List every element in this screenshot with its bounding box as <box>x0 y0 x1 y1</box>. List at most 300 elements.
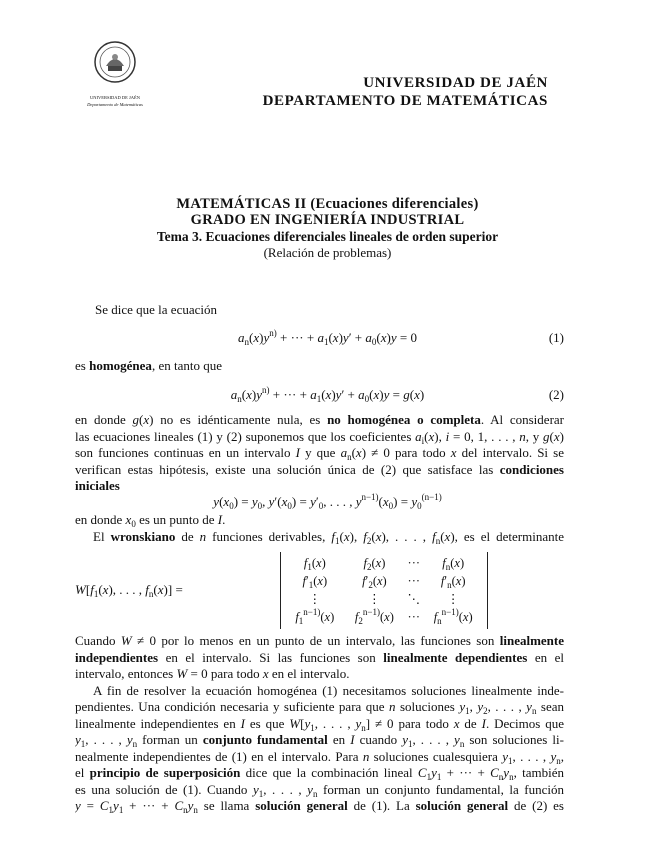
text-run: de <box>175 528 200 544</box>
text-run: ) <box>331 387 336 402</box>
math-symbol: n <box>199 528 207 544</box>
text-run: de (1). La <box>347 798 416 813</box>
determinant-cell <box>285 590 345 608</box>
text-line <box>75 462 564 479</box>
text-run: ··· <box>407 609 421 624</box>
text-run: ··· <box>407 555 421 570</box>
text-run: verifican estas hipótesis, existe una solución única de (2) que satisface las <box>75 461 500 477</box>
text-run: en donde <box>75 512 126 527</box>
math-symbol: y <box>459 699 466 714</box>
math-symbol: y <box>454 732 460 747</box>
math-symbol: y <box>187 798 194 813</box>
wronskian-determinant <box>280 552 488 629</box>
superscript: n−1) <box>441 606 459 617</box>
math-symbol: y <box>431 765 437 780</box>
math-symbol: y <box>502 748 508 764</box>
subscript: n <box>437 615 442 626</box>
text-run: + ··· + <box>123 798 175 813</box>
text-line <box>75 782 564 799</box>
math-symbol: a <box>365 330 372 345</box>
bold-term: conjunto fundamental <box>202 732 328 747</box>
determinant-cell <box>285 608 345 626</box>
determinant-row <box>285 572 483 590</box>
subscript: 1 <box>298 615 304 626</box>
math-symbol: f <box>442 555 446 570</box>
text-run: [ <box>85 582 91 597</box>
math-symbol: y <box>310 494 316 509</box>
text-run: son soluciones li- <box>464 732 564 747</box>
superscript: n−1) <box>303 606 321 617</box>
text-run: [ <box>300 715 305 731</box>
math-symbol: x <box>262 666 269 681</box>
bold-term: principio de superposición <box>89 765 241 780</box>
text-line <box>75 765 564 782</box>
text-run: ) <box>379 387 384 402</box>
subscript: 1 <box>258 788 264 798</box>
determinant-row <box>285 590 483 608</box>
math-symbol: a <box>415 428 422 444</box>
subscript: 0 <box>364 394 370 404</box>
subscript: 0 <box>318 501 324 511</box>
math-symbol: C <box>99 798 109 813</box>
math-symbol: n <box>389 699 396 714</box>
text-run: de (2) es <box>508 798 564 813</box>
text-run: en donde <box>75 412 133 427</box>
math-symbol: x <box>125 512 132 527</box>
math-symbol: f <box>145 582 149 597</box>
text-run: ′ + <box>341 387 359 402</box>
text-line <box>75 666 564 683</box>
determinant-cell <box>345 608 405 626</box>
math-symbol: x <box>553 428 560 444</box>
determinant-cell <box>404 590 423 608</box>
text-run: A fin de resolver la ecuación homogénea (1) necesitamos soluciones linealmente inde- <box>93 682 564 698</box>
math-symbol: W <box>120 633 132 648</box>
text-run: ≠ 0 por lo menos en un punto de un intervalo, las funciones son <box>131 633 500 648</box>
text-run: ) <box>459 555 465 570</box>
math-symbol: C <box>174 798 184 813</box>
text-run: , <box>469 699 478 714</box>
text-line <box>95 302 584 319</box>
text-run: ) <box>386 330 391 345</box>
text-run: ) <box>389 609 394 624</box>
determinant-cell <box>423 608 483 626</box>
text-run: , . . . , <box>512 748 551 764</box>
subscript: n <box>132 739 138 749</box>
bold-term: condiciones <box>499 461 564 477</box>
text-line <box>75 512 564 529</box>
text-run: ( <box>451 573 456 588</box>
math-symbol: y <box>342 330 349 345</box>
text-run: ⋮ <box>446 592 460 606</box>
subscript: 1 <box>308 579 314 590</box>
subscript: 2 <box>358 615 363 626</box>
text-line <box>0 494 655 511</box>
math-symbol: f <box>433 609 438 624</box>
paragraph-nonhomogeneous <box>75 412 564 495</box>
subscript: n <box>498 772 504 782</box>
text-run: del intervalo. Si se <box>456 445 564 460</box>
math-symbol: y <box>113 798 119 813</box>
text-line <box>75 529 564 546</box>
homogeneous-text <box>75 358 564 375</box>
math-symbol: y <box>477 699 484 714</box>
text-run: forman un <box>137 732 203 747</box>
text-run: ( <box>369 387 374 402</box>
determinant-cell <box>404 608 423 626</box>
math-symbol: y <box>503 765 510 780</box>
text-run: . <box>222 512 226 527</box>
determinant-cell <box>404 554 423 572</box>
math-symbol: C <box>417 765 427 780</box>
text-run: ′ + <box>348 330 366 345</box>
text-run: , . . . , <box>263 781 308 797</box>
text-run: en el intervalo. <box>268 666 350 681</box>
text-run: ( <box>440 528 445 544</box>
math-symbol: g <box>132 412 140 427</box>
text-run: ( <box>372 573 377 588</box>
university-name: UNIVERSIDAD DE JAÉN <box>363 75 548 91</box>
subscript: 1 <box>93 589 99 599</box>
math-symbol: y <box>75 732 81 747</box>
subscript: n <box>244 337 250 347</box>
math-symbol: y <box>550 748 557 764</box>
math-symbol: y <box>526 699 532 714</box>
degree-title: GRADO EN INGENIERÍA INDUSTRIAL <box>190 212 465 228</box>
subscript: n <box>183 805 188 815</box>
math-symbol: f <box>295 609 299 624</box>
subscript: n <box>531 706 537 716</box>
text-run: , . . . , <box>323 494 356 509</box>
text-run: , y <box>525 428 544 444</box>
math-symbol: n <box>519 428 526 444</box>
topic-title: Tema 3. Ecuaciones diferenciales lineales de orden superior <box>156 229 499 244</box>
text-run: ) <box>382 573 387 588</box>
determinant-cell <box>404 572 423 590</box>
text-run: ( <box>339 528 344 544</box>
text-run: pendientes. Una condición necesaria y suficiente para que <box>75 699 389 714</box>
text-run: ( <box>371 528 376 544</box>
text-run: el <box>75 765 90 780</box>
math-symbol: x <box>317 573 323 588</box>
determinant-cell <box>345 590 405 608</box>
text-line <box>75 429 564 446</box>
subscript: 0 <box>417 501 422 511</box>
math-symbol: x <box>453 715 460 731</box>
text-run: ( <box>379 609 385 624</box>
math-symbol: W <box>75 582 86 597</box>
determinant-cell <box>423 572 483 590</box>
logo-university-text: UNIVERSIDAD DE JAÉN <box>90 95 140 100</box>
subscript: 1 <box>108 805 114 815</box>
text-run: se llama <box>197 798 256 813</box>
text-run: en el intervalo. Si las funciones son <box>158 649 384 665</box>
text-run: = 0 <box>396 330 417 345</box>
text-run: , . . . , <box>85 732 127 747</box>
superscript: n) <box>269 328 277 338</box>
text-run: + ··· + <box>269 387 311 402</box>
superscript: n−1) <box>361 492 379 502</box>
math-symbol: I <box>240 715 245 731</box>
text-run: ( <box>549 428 554 444</box>
math-symbol: I <box>295 445 300 460</box>
subscript: 1 <box>80 739 86 749</box>
text-run: ), . . . , <box>108 582 146 597</box>
text-line <box>75 699 564 716</box>
text-run: es que <box>244 715 290 731</box>
text-line <box>75 412 564 429</box>
subscript: 1 <box>118 805 124 815</box>
text-run: ( <box>139 412 144 427</box>
math-symbol: x <box>281 494 288 509</box>
text-line <box>75 582 183 599</box>
text-run: cuando <box>354 732 403 747</box>
math-symbol: x <box>454 555 460 570</box>
subscript: 0 <box>257 501 263 511</box>
math-symbol: x <box>343 528 350 544</box>
text-run: ) <box>419 387 425 402</box>
math-symbol: x <box>380 330 387 345</box>
math-symbol: y <box>383 387 390 402</box>
subscript: 2 <box>368 579 373 590</box>
math-symbol: a <box>358 387 365 402</box>
subscript: 2 <box>366 561 372 572</box>
text-line <box>75 478 564 495</box>
math-symbol: x <box>324 609 331 624</box>
text-run: ( <box>311 555 317 570</box>
text-run: ), <box>434 428 446 444</box>
subscript: 0 <box>131 519 136 529</box>
math-symbol: f <box>362 573 366 588</box>
intro-text <box>95 302 584 319</box>
bold-term: independientes <box>75 649 159 665</box>
math-symbol: a <box>317 330 324 345</box>
text-run: ′ <box>305 573 309 588</box>
subscript: 1 <box>426 772 432 782</box>
text-run: , . . . , <box>487 699 527 714</box>
subscript: i <box>421 435 425 445</box>
math-symbol: W <box>289 715 301 731</box>
text-run: , . . . , <box>412 732 455 747</box>
math-symbol: f <box>363 555 367 570</box>
math-symbol: C <box>490 765 499 780</box>
text-run: ), . . . , <box>381 528 433 544</box>
subscript: 1 <box>407 739 413 749</box>
text-run: Cuando <box>75 633 121 648</box>
text-run: + ··· + <box>276 330 318 345</box>
math-symbol: a <box>238 330 245 345</box>
math-symbol: x <box>450 445 457 460</box>
text-run: ) <box>322 573 328 588</box>
text-run: ) <box>338 330 343 345</box>
math-symbol: y <box>268 494 275 509</box>
text-run: ⋱ <box>407 592 421 606</box>
department-name: DEPARTAMENTO DE MATEMÁTICAS <box>262 93 548 109</box>
subscript: n <box>556 755 561 765</box>
text-run: forman un conjunto fundamental, la función <box>317 781 564 797</box>
text-run: ] ≠ 0 para todo <box>365 715 454 731</box>
text-run: ) = <box>233 494 252 509</box>
course-title: MATEMÁTICAS II (Ecuaciones diferenciales) <box>176 196 479 212</box>
text-run: es <box>75 358 90 373</box>
math-symbol: y <box>252 781 259 797</box>
math-symbol: y <box>390 330 397 345</box>
text-run: ) = <box>291 494 311 509</box>
bold-term: linealmente dependientes <box>383 649 528 665</box>
text-run: son funciones continuas en un intervalo <box>75 445 296 460</box>
subscript: n <box>435 535 441 545</box>
math-symbol: x <box>376 573 383 588</box>
equation-2-number: (2) <box>548 387 564 402</box>
subscript: 1 <box>335 535 340 545</box>
text-run: soluciones cualesquiera <box>369 748 503 764</box>
text-run: ( <box>153 582 158 597</box>
text-run: ( <box>219 494 224 509</box>
text-run: ′ <box>315 494 319 509</box>
subscript: 2 <box>483 706 488 716</box>
determinant-row <box>285 554 483 572</box>
text-run: ) = <box>393 494 412 509</box>
subscript: n <box>193 805 198 815</box>
subscript: n <box>361 722 366 732</box>
math-symbol: n <box>362 748 370 764</box>
text-run: sean <box>536 699 564 714</box>
text-run: ) ≠ 0 para todo <box>361 445 451 460</box>
math-symbol: y <box>355 715 362 731</box>
math-symbol: W <box>176 666 188 681</box>
text-run: . Al considerar <box>480 412 564 427</box>
math-symbol: x <box>462 609 469 624</box>
text-run: nealmente independientes de (1) en el intervalo. Para <box>75 748 363 764</box>
math-symbol: y <box>256 387 263 402</box>
determinant-matrix <box>285 554 483 626</box>
text-run: ( <box>320 609 325 624</box>
text-run: , <box>262 494 269 509</box>
text-run: ( <box>376 330 381 345</box>
text-run: ( <box>241 387 247 402</box>
text-line <box>75 633 564 650</box>
subscript: 2 <box>366 535 372 545</box>
text-run: en el <box>527 649 564 665</box>
text-run: ( <box>409 387 415 402</box>
text-run: ··· <box>407 573 421 588</box>
determinant-cell <box>423 590 483 608</box>
text-run: + ··· + <box>441 765 491 780</box>
determinant-cell <box>285 572 345 590</box>
text-line <box>75 650 564 667</box>
logo-department-text: Departamento de Matemáticas <box>87 102 143 107</box>
text-run: soluciones <box>395 699 460 714</box>
text-run: es una solución de (1). Cuando <box>75 781 253 797</box>
math-symbol: f <box>354 609 359 624</box>
paragraph-linear-independence <box>75 633 564 815</box>
math-symbol: f <box>90 582 94 597</box>
subscript: 0 <box>287 501 292 511</box>
math-symbol: x <box>455 573 462 588</box>
math-symbol: f <box>302 573 306 588</box>
text-run: linealmente independientes en <box>75 715 241 731</box>
initial-conditions-equation <box>0 494 655 511</box>
text-run: ⋮ <box>368 592 381 606</box>
math-symbol: f <box>440 573 445 588</box>
superscript: (n−1) <box>421 492 442 502</box>
math-symbol: x <box>325 387 332 402</box>
text-line <box>75 716 564 733</box>
determinant-cell <box>423 554 483 572</box>
text-run: ) <box>559 428 564 444</box>
subscript: n <box>148 589 154 599</box>
subscript: 1 <box>316 394 322 404</box>
text-run: ) <box>259 330 264 345</box>
bold-term: wronskiano <box>110 528 176 544</box>
text-run: . Decimos que <box>485 715 564 731</box>
math-symbol: y <box>307 781 313 797</box>
text-run: ), <box>349 528 364 544</box>
math-symbol: x <box>143 412 150 427</box>
math-symbol: x <box>444 528 451 544</box>
text-run: , . . . , <box>314 715 356 731</box>
math-symbol: x <box>382 494 389 509</box>
math-symbol: g <box>403 387 410 402</box>
determinant-cell <box>285 554 345 572</box>
math-symbol: x <box>414 387 420 402</box>
math-symbol: y <box>402 732 408 747</box>
bold-term: homogénea <box>89 358 152 373</box>
math-symbol: x <box>355 445 362 460</box>
subscript: n <box>509 772 514 782</box>
subscript: n <box>447 579 452 590</box>
text-run: )] = <box>163 582 183 597</box>
determinant-row <box>285 608 483 626</box>
math-symbol: i <box>445 428 450 444</box>
math-symbol: g <box>543 428 550 444</box>
math-symbol: x <box>223 494 230 509</box>
subscript: 1 <box>436 772 442 782</box>
math-symbol: y <box>304 715 311 731</box>
math-symbol: x <box>384 609 390 624</box>
text-run: ) <box>330 609 335 624</box>
math-symbol: I <box>217 512 223 527</box>
math-symbol: y <box>251 494 258 509</box>
math-symbol: f <box>432 528 436 544</box>
text-run: ) <box>321 555 326 570</box>
subscript: 1 <box>465 706 470 716</box>
wronskian-lhs <box>75 582 183 599</box>
subscript: n <box>237 394 242 404</box>
math-symbol: y <box>335 387 342 402</box>
math-symbol: y <box>263 330 270 345</box>
superscript: n−1) <box>362 606 380 617</box>
text-run: ( <box>424 428 429 444</box>
text-run: ) no es idénticamente nula, es <box>149 412 328 427</box>
text-run: ) <box>468 609 473 624</box>
subscript: n <box>445 561 451 572</box>
superscript: n) <box>262 385 270 395</box>
equation-1-number: (1) <box>548 330 564 345</box>
bold-term: iniciales <box>75 478 120 493</box>
text-line <box>75 358 564 375</box>
text-run: funciones derivables, <box>206 528 332 544</box>
math-symbol: x <box>428 428 435 444</box>
text-run: Se dice que la ecuación <box>95 302 217 317</box>
text-run: ′ <box>444 573 448 588</box>
determinant-cell <box>345 554 405 572</box>
subscript: 0 <box>388 501 394 511</box>
math-symbol: x <box>332 330 339 345</box>
text-run: ) <box>381 555 386 570</box>
subscript: 1 <box>507 755 513 765</box>
bold-term: linealmente <box>499 633 564 648</box>
